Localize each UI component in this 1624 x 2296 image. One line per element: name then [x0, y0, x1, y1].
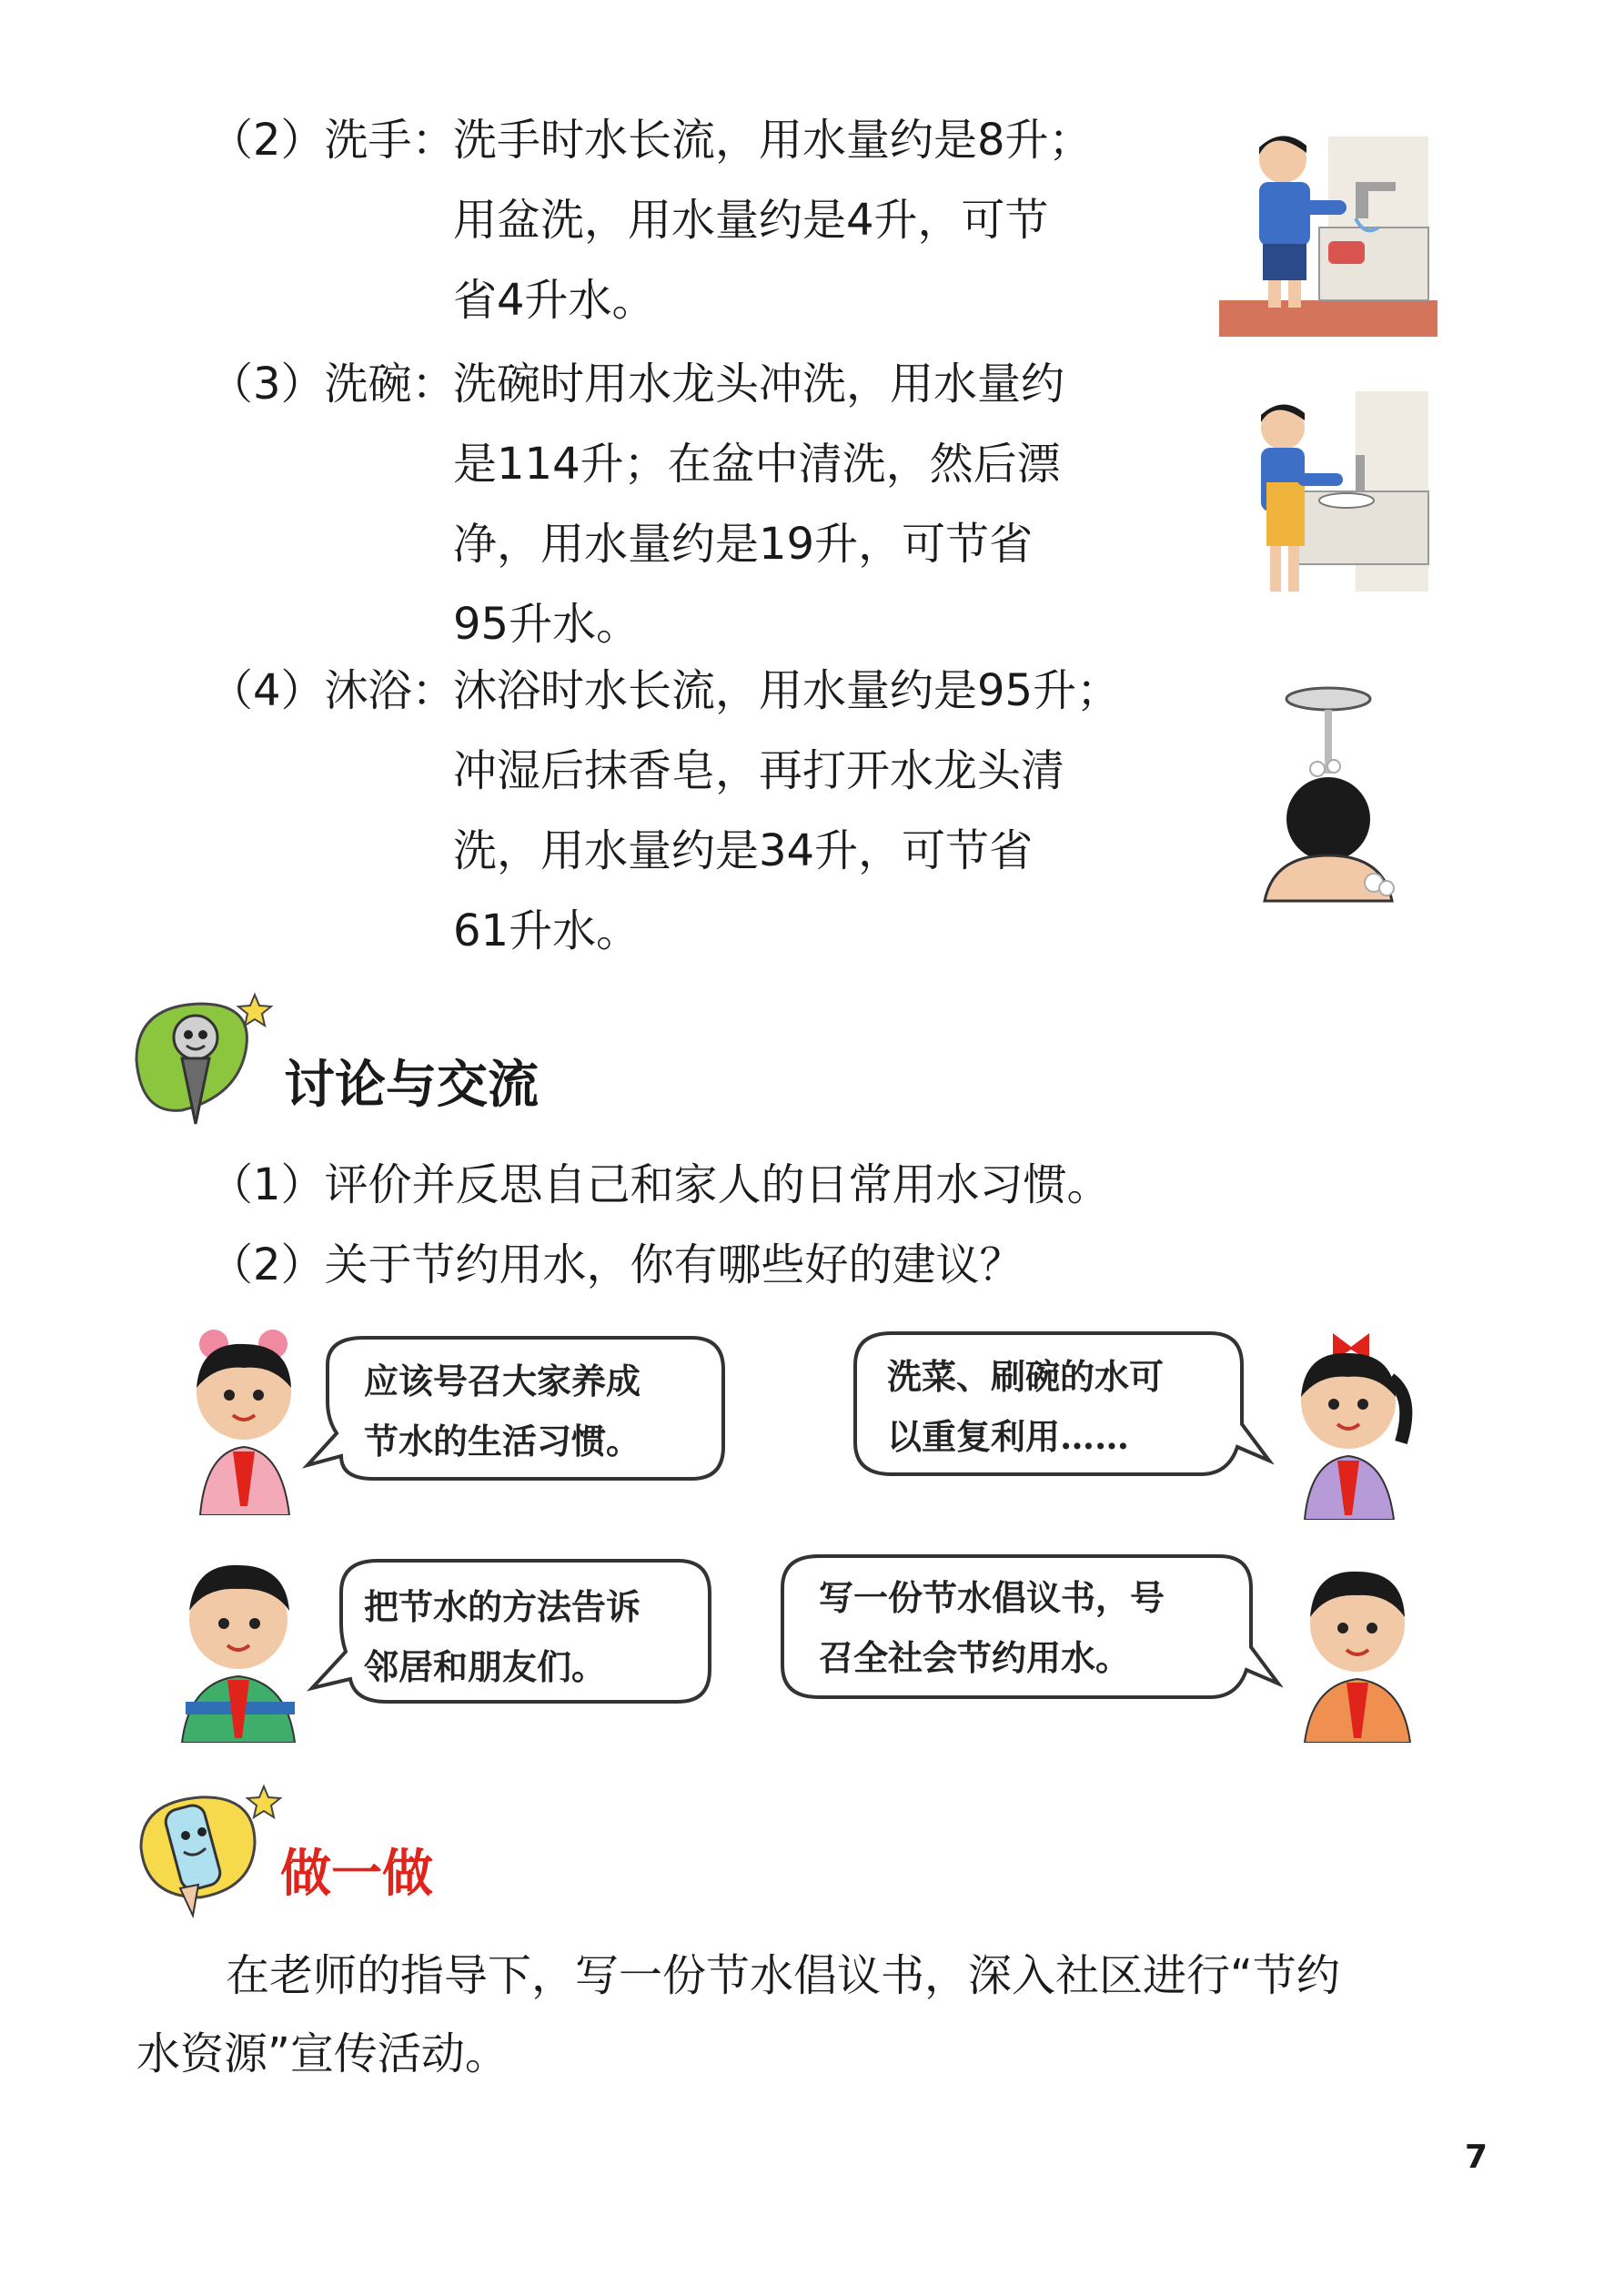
discussion-question: （2）关于节约用水，你有哪些好的建议？	[209, 1239, 1024, 1290]
speech-bubble-text: 应该号召大家养成 节水的生活习惯。	[364, 1360, 641, 1462]
item-label: （4）沐浴：	[209, 665, 456, 716]
item-hand-washing	[209, 100, 1155, 346]
item-showering	[209, 651, 1155, 978]
discussion-question: （1）评价并反思自己和家人的日常用水习惯。	[209, 1159, 1111, 1210]
activity-title: 做一做	[280, 1845, 433, 1904]
item-line: 沐浴时水长流，用水量约是95升；	[453, 665, 1121, 716]
item-line: 省4升水。	[453, 275, 656, 326]
item-line: 95升水。	[453, 599, 641, 650]
item-label: （2）洗手：	[209, 115, 456, 166]
item-dish-washing	[209, 344, 1155, 672]
boy-student-avatar	[173, 1547, 309, 1743]
item-line: 61升水。	[453, 905, 641, 956]
item-line: 冲湿后抹香皂，再打开水龙头清	[453, 745, 1065, 796]
girl-student-avatar	[1283, 1324, 1419, 1520]
item-line: 洗，用水量约是34升，可节省	[453, 825, 1034, 876]
activity-paragraph	[136, 1937, 1492, 2093]
hand-washing-illustration	[1219, 127, 1437, 346]
dish-washing-illustration	[1219, 391, 1437, 610]
discussion-title: 讨论与交流	[284, 1056, 539, 1115]
page-number: 7	[1464, 2139, 1488, 2176]
item-line: 是114升；在盆中清洗，然后漂	[453, 439, 1061, 490]
boy-student-avatar	[1292, 1552, 1428, 1743]
activity-line: 水资源”宣传活动。	[136, 2028, 509, 2079]
item-label: （3）洗碗：	[209, 359, 456, 410]
item-line: 洗碗时用水龙头冲洗，用水量约	[453, 359, 1065, 410]
item-line: 净，用水量约是19升，可节省	[453, 519, 1034, 570]
item-line: 用盆洗，用水量约是4升，可节	[453, 195, 1049, 246]
speech-bubble-text: 把节水的方法告诉 邻居和朋友们。	[364, 1586, 641, 1687]
item-line: 洗手时水长流，用水量约是8升；	[453, 115, 1093, 166]
discussion-mascot-icon	[118, 987, 273, 1138]
activity-line: 在老师的指导下，写一份节水倡议书，深入社区进行“节约	[226, 1950, 1340, 2001]
shower-illustration	[1246, 683, 1410, 910]
girl-student-avatar	[182, 1324, 309, 1515]
activity-pencil-mascot-icon	[127, 1779, 282, 1925]
speech-bubble-text: 洗菜、刷碗的水可 以重复利用……	[887, 1356, 1165, 1457]
speech-bubble-text: 写一份节水倡议书，号 召全社会节约用水。	[819, 1577, 1165, 1678]
